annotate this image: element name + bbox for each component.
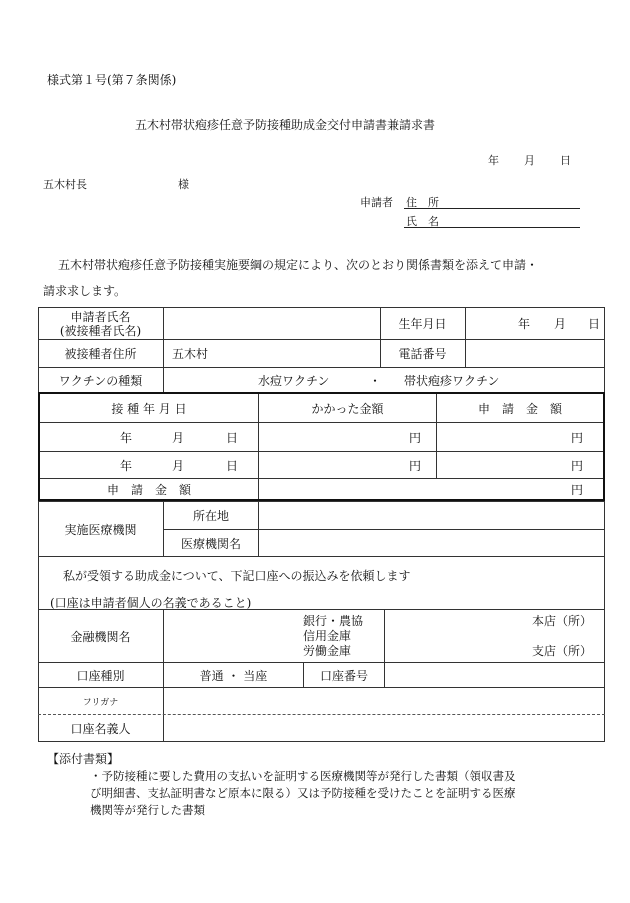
bank-type-3[interactable]: 労働金庫 <box>303 644 352 658</box>
cost-row-date[interactable] <box>40 423 258 451</box>
vaccine-option-varicella[interactable]: 水痘ワクチン <box>258 374 330 388</box>
birth-day: 日 <box>588 317 601 331</box>
birthdate-label: 生年月日 <box>398 317 447 331</box>
institution-name-label: 医療機関名 <box>180 536 241 551</box>
applicant-label: 申請者 <box>360 196 393 209</box>
birth-year: 年 <box>518 317 531 331</box>
address-label: 住 所 <box>406 196 439 209</box>
applicant-name-label-2: (被接種者氏名) <box>59 323 142 338</box>
row2-cost-field[interactable]: 円 <box>408 458 421 473</box>
phone-label: 電話番号 <box>398 347 447 361</box>
account-number-field[interactable] <box>385 663 604 687</box>
attachments-title: 【添付書類】 <box>47 752 120 766</box>
recipient-address-value[interactable]: 五木村 <box>172 347 209 361</box>
attachments-line-1: ・予防接種に要した費用の支払いを証明する医療機関等が発行した書類（領収書及 <box>90 769 516 783</box>
vaccine-separator: ・ <box>369 374 382 388</box>
intro-line-1: 五木村帯状疱疹任意予防接種実施要綱の規定により、次のとおり関係書類を添えて申請・ <box>58 258 539 272</box>
applicant-name-label-1: 申請者氏名 <box>70 309 131 324</box>
institution-label: 実施医療機関 <box>64 522 137 537</box>
birth-month: 月 <box>554 317 567 331</box>
holder-label: 口座名義人 <box>70 722 131 736</box>
cost-row-date[interactable] <box>40 452 258 478</box>
applicant-name-field[interactable] <box>164 308 379 339</box>
intro-line-2: 請求求します。 <box>43 284 127 298</box>
date-month: 月 <box>524 154 535 167</box>
institution-name-field[interactable] <box>259 530 604 556</box>
attachments-line-3: 機関等が発行した書類 <box>90 803 205 817</box>
addressee: 五木村長 <box>43 178 87 191</box>
row2-year: 年 <box>120 458 133 473</box>
birthdate-field[interactable] <box>466 308 604 339</box>
date-day: 日 <box>560 154 571 167</box>
transfer-line-1: 私が受領する助成金について、下記口座への振込みを依頼します <box>63 569 411 583</box>
address-underline[interactable] <box>404 208 580 209</box>
name-underline[interactable] <box>404 227 580 228</box>
institution-location-field[interactable] <box>259 502 604 529</box>
name-label: 氏 名 <box>406 215 439 228</box>
branch-label[interactable]: 支店（所） <box>532 644 593 658</box>
vaccine-option-shingles[interactable]: 帯状疱疹ワクチン <box>404 374 500 388</box>
row2-request-field[interactable]: 円 <box>570 458 583 473</box>
row1-year: 年 <box>120 430 133 445</box>
vaccine-label: ワクチンの種類 <box>58 374 143 388</box>
row1-request-field[interactable]: 円 <box>570 430 583 445</box>
phone-field[interactable] <box>466 340 604 367</box>
institution-location-label: 所在地 <box>192 509 229 523</box>
form-number: 様式第１号(第７条関係) <box>47 73 177 87</box>
total-request-field[interactable]: 円 <box>570 482 583 497</box>
furigana-label: フリガナ <box>82 697 119 708</box>
row1-cost-field[interactable]: 円 <box>408 430 421 445</box>
row1-month: 月 <box>172 430 185 445</box>
bank-type-1[interactable]: 銀行・農協 <box>303 614 364 628</box>
bank-label: 金融機関名 <box>70 629 131 644</box>
attachments-line-2: び明細書、支払証明書など原本に限る）又は予防接種を受けたことを証明する医療 <box>90 786 516 800</box>
account-number-label: 口座番号 <box>319 668 368 683</box>
total-label: 申 請 金 額 <box>106 482 191 497</box>
holder-field[interactable] <box>164 715 604 742</box>
cost-header-request: 申 請 金 額 <box>477 401 562 416</box>
row2-day: 日 <box>226 458 239 473</box>
bank-type-2[interactable]: 信用金庫 <box>303 629 352 643</box>
account-type-value[interactable]: 普通 ・ 当座 <box>199 668 268 683</box>
recipient-address-label: 被接種者住所 <box>64 347 137 361</box>
row2-month: 月 <box>172 458 185 473</box>
form-title: 五木村帯状疱疹任意予防接種助成金交付申請書兼請求書 <box>135 118 436 132</box>
furigana-field[interactable] <box>164 688 604 714</box>
account-type-label: 口座種別 <box>76 668 125 683</box>
row1-day: 日 <box>226 430 239 445</box>
cost-header-date: 接 種 年 月 日 <box>111 401 187 416</box>
transfer-line-2: (口座は申請者個人の名義であること) <box>50 596 252 610</box>
date-year: 年 <box>488 154 499 167</box>
cost-header-cost: かかった金額 <box>311 401 384 416</box>
honorific: 様 <box>178 178 189 191</box>
head-office-label[interactable]: 本店（所） <box>532 614 593 628</box>
